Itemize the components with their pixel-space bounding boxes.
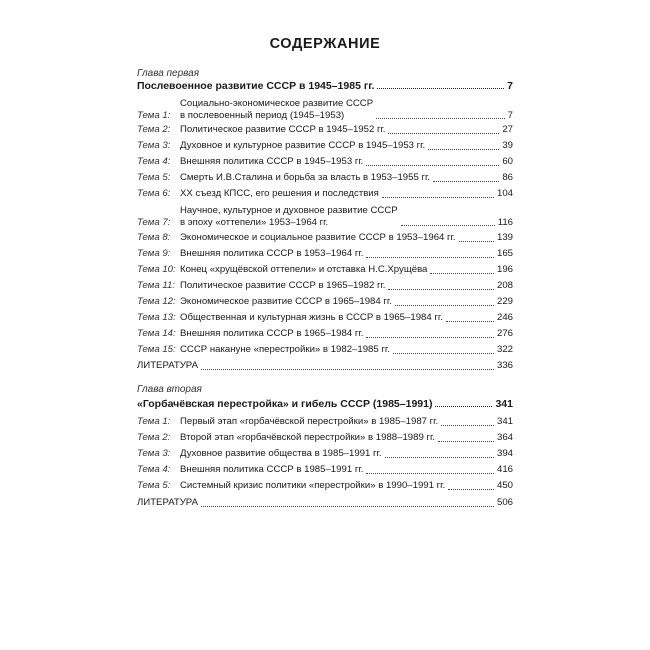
toc-entry[interactable] <box>137 188 513 200</box>
topic-label: Тема 14: <box>137 328 176 339</box>
toc-entry[interactable] <box>137 280 513 292</box>
dot-leader <box>430 272 494 274</box>
dot-leader <box>376 117 505 119</box>
page-number: 322 <box>496 344 513 355</box>
dot-leader <box>385 456 494 458</box>
topic-title: Внешняя политика СССР в 1985–1991 гг. <box>180 464 364 475</box>
page-number: 341 <box>496 416 513 427</box>
chapter-page-number: 7 <box>507 80 513 92</box>
topic-title-continued: в эпоху «оттепели» 1953–1964 гг. <box>180 216 329 228</box>
dot-leader <box>446 320 494 322</box>
topic-title: Внешняя политика СССР в 1965–1984 гг. <box>180 328 364 339</box>
dot-leader <box>459 240 494 242</box>
topic-label: Тема 1: <box>137 416 171 427</box>
page-number: 364 <box>496 432 513 443</box>
topic-label: Тема 2: <box>137 432 171 443</box>
topic-title: Научное, культурное и духовное развитие СССР <box>180 205 398 216</box>
topic-title: Экономическое и социальное развитие СССР в 1953–1964 гг. <box>180 232 456 243</box>
topic-label: Тема 6: <box>137 188 171 199</box>
topic-title: Политическое развитие СССР в 1945–1952 гг. <box>180 124 386 135</box>
topic-label: Тема 13: <box>137 312 176 323</box>
topic-title: Смерть И.В.Сталина и борьба за власть в 1953–1955 гг. <box>180 172 430 183</box>
toc-entry[interactable] <box>137 328 513 340</box>
topic-label: Тема 1: <box>137 109 171 121</box>
dot-leader <box>382 196 494 198</box>
topic-label: Тема 5: <box>137 172 171 183</box>
toc-entry[interactable] <box>137 232 513 244</box>
page-number: 246 <box>496 312 513 323</box>
dot-leader <box>428 148 499 150</box>
toc-entry[interactable] <box>137 480 513 492</box>
page-number: 60 <box>502 156 513 167</box>
page-number: 116 <box>497 216 513 228</box>
chapter-page-number: 341 <box>495 398 513 410</box>
topic-label: Тема 4: <box>137 464 171 475</box>
toc-entry-literature[interactable] <box>137 497 513 509</box>
topic-title: Общественная и культурная жизнь в СССР в 1965–1984 гг. <box>180 312 443 323</box>
page-number: 276 <box>496 328 513 339</box>
topic-title: Второй этап «горбачёвской перестройки» в 1988–1989 гг. <box>180 432 435 443</box>
chapter-title[interactable] <box>137 80 513 92</box>
topic-label: Тема 9: <box>137 248 171 259</box>
topic-title: Политическое развитие СССР в 1965–1982 гг. <box>180 280 386 291</box>
toc-entry[interactable] <box>137 248 513 260</box>
page-number: 394 <box>496 448 513 459</box>
topic-title: Внешняя политика СССР в 1945–1953 гг. <box>180 156 364 167</box>
dot-leader <box>377 87 504 89</box>
topic-title: Конец «хрущёвской оттепели» и отставка Н.С.Хрущёва <box>180 264 428 275</box>
dot-leader <box>366 472 494 474</box>
toc-entry[interactable] <box>137 124 513 136</box>
page-number: 416 <box>496 464 513 475</box>
page-number: 196 <box>496 264 513 275</box>
literature-title: ЛИТЕРАТУРА <box>137 497 198 508</box>
chapter-title-text: Послевоенное развитие СССР в 1945–1985 гг. <box>137 80 375 92</box>
toc-entry[interactable] <box>137 296 513 308</box>
dot-leader <box>201 368 494 370</box>
dot-leader <box>441 424 494 426</box>
dot-leader <box>438 440 494 442</box>
dot-leader <box>201 505 494 507</box>
topic-label: Тема 2: <box>137 124 171 135</box>
page-number: 229 <box>496 296 513 307</box>
page-number: 336 <box>496 360 513 371</box>
literature-title: ЛИТЕРАТУРА <box>137 360 198 371</box>
topic-title: XX съезд КПСС, его решения и последствия <box>180 188 379 199</box>
dot-leader <box>448 488 494 490</box>
dot-leader <box>366 164 499 166</box>
toc-entry[interactable] <box>137 205 513 228</box>
page-title: СОДЕРЖАНИЕ <box>269 36 381 52</box>
toc-entry[interactable] <box>137 416 513 428</box>
toc-entry-literature[interactable] <box>137 360 513 372</box>
page-number: 139 <box>496 232 513 243</box>
topic-title: Социально-экономическое развитие СССР <box>180 98 374 109</box>
toc-entry[interactable] <box>137 464 513 476</box>
dot-leader <box>366 336 494 338</box>
toc-entry[interactable] <box>137 344 513 356</box>
chapter-label: Глава первая <box>137 68 200 79</box>
page-number: 208 <box>496 280 513 291</box>
toc-entry[interactable] <box>137 448 513 460</box>
page-number: 86 <box>502 172 513 183</box>
topic-label: Тема 3: <box>137 140 171 151</box>
toc-entry[interactable] <box>137 432 513 444</box>
topic-title: Первый этап «горбачёвской перестройки» в 1985–1987 гг. <box>180 416 439 427</box>
topic-label: Тема 8: <box>137 232 171 243</box>
toc-entry[interactable] <box>137 172 513 184</box>
page-number: 7 <box>507 109 513 121</box>
page-number: 506 <box>496 497 513 508</box>
dot-leader <box>401 224 495 226</box>
toc-entry[interactable] <box>137 312 513 324</box>
page-number: 39 <box>502 140 513 151</box>
dot-leader <box>388 132 499 134</box>
topic-label: Тема 11: <box>137 280 175 291</box>
topic-title: Внешняя политика СССР в 1953–1964 гг. <box>180 248 364 259</box>
page-number: 165 <box>496 248 513 259</box>
topic-title: Духовное и культурное развитие СССР в 1945–1953 гг. <box>180 140 426 151</box>
dot-leader <box>395 304 494 306</box>
dot-leader <box>433 180 499 182</box>
dot-leader <box>435 405 492 407</box>
topic-label: Тема 3: <box>137 448 171 459</box>
topic-title: СССР накануне «перестройки» в 1982–1985 гг. <box>180 344 390 355</box>
toc-entry[interactable] <box>137 140 513 152</box>
topic-label: Тема 5: <box>137 480 171 491</box>
dot-leader <box>366 256 494 258</box>
page-number: 104 <box>496 188 513 199</box>
topic-label: Тема 15: <box>137 344 176 355</box>
dot-leader <box>388 288 494 290</box>
topic-title: Духовное развитие общества в 1985–1991 гг. <box>180 448 382 459</box>
page-number: 450 <box>496 480 513 491</box>
topic-label: Тема 7: <box>137 216 171 228</box>
topic-label: Тема 10: <box>137 264 176 275</box>
chapter-label: Глава вторая <box>137 384 202 395</box>
topic-title: Системный кризис политики «перестройки» в 1990–1991 гг. <box>180 480 446 491</box>
toc-entry[interactable] <box>137 98 513 121</box>
toc-entry[interactable] <box>137 156 513 168</box>
topic-title: Экономическое развитие СССР в 1965–1984 гг. <box>180 296 392 307</box>
toc-entry[interactable] <box>137 264 513 276</box>
chapter-title-text: «Горбачёвская перестройка» и гибель СССР (1985–1991) <box>137 398 433 410</box>
page-number: 27 <box>502 124 513 135</box>
topic-title-continued: в послевоенный период (1945–1953) <box>180 109 345 121</box>
dot-leader <box>393 352 494 354</box>
topic-label: Тема 12: <box>137 296 176 307</box>
chapter-title[interactable] <box>137 398 513 410</box>
topic-label: Тема 4: <box>137 156 171 167</box>
